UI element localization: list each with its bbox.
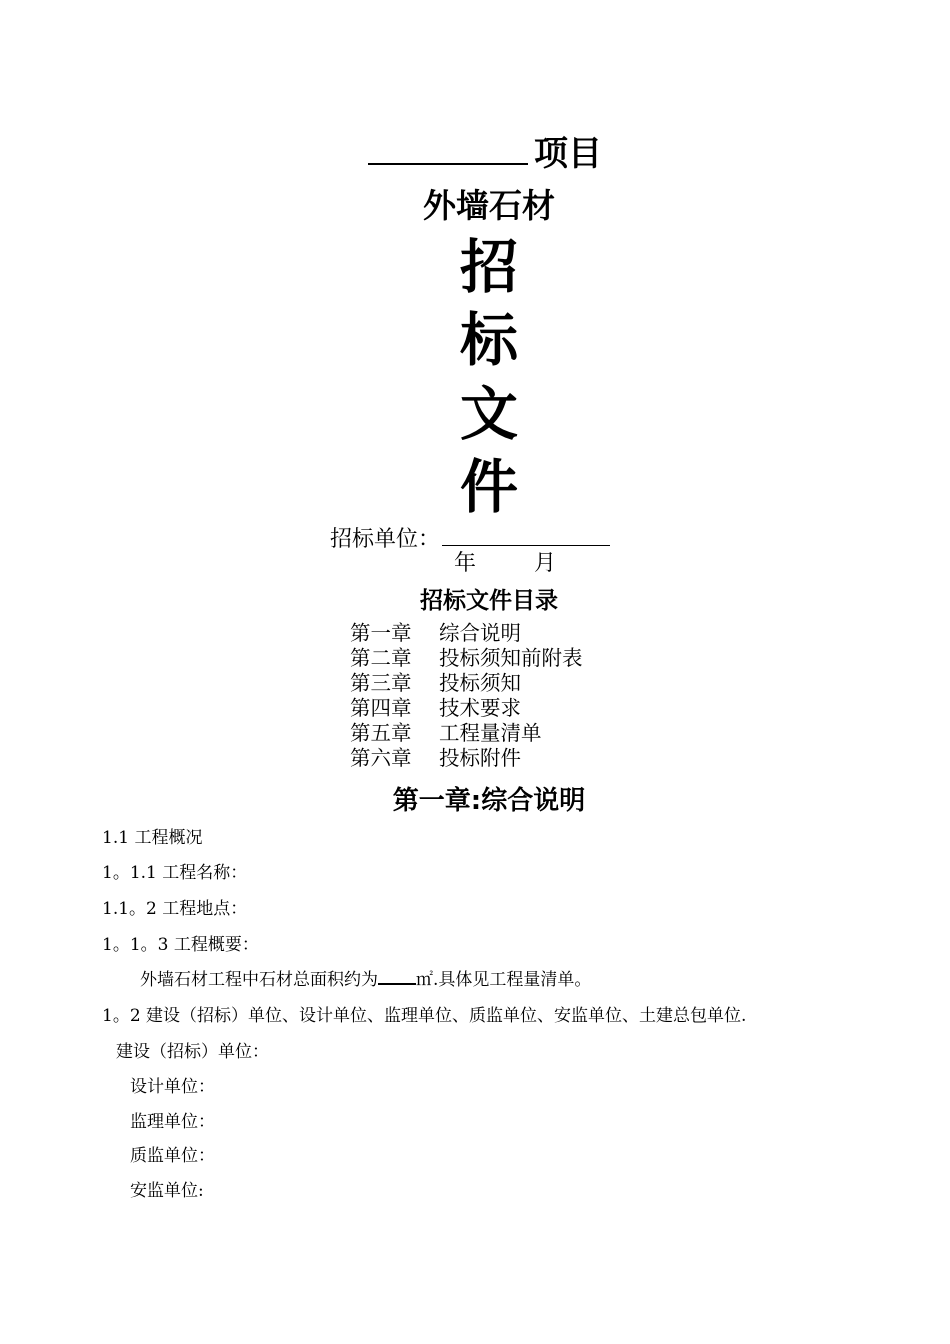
- toc-item: [350, 696, 583, 721]
- toc-chapter-title: 技术要求: [439, 696, 521, 720]
- toc-chapter-title: 投标须知: [439, 671, 521, 695]
- toc-chapter: 第六章: [350, 746, 412, 770]
- toc-chapter: 第四章: [350, 696, 412, 720]
- project-name-blank: [368, 133, 528, 165]
- toc-item: [350, 621, 583, 646]
- toc-item: [350, 646, 583, 671]
- toc-chapter: 第三章: [350, 671, 412, 695]
- month-label: 月: [534, 551, 557, 576]
- design-unit-field: 设计单位：: [130, 1077, 215, 1097]
- toc-chapter-title: 投标须知前附表: [439, 646, 583, 670]
- project-suffix: 项目: [534, 134, 602, 174]
- toc-title: 招标文件目录: [420, 588, 558, 614]
- toc-chapter-title: 工程量清单: [439, 721, 542, 745]
- tender-unit-blank: [442, 523, 610, 546]
- quality-unit-field: 质监单位：: [130, 1146, 215, 1166]
- area-sentence: [140, 965, 591, 990]
- project-summary-field: 1。1。3 工程概要：: [102, 935, 259, 955]
- toc-item: [350, 721, 583, 746]
- year-label: 年: [454, 551, 477, 576]
- area-blank: [378, 967, 416, 985]
- units-heading: 1。2 建设（招标）单位、设计单位、监理单位、质监单位、安监单位、土建总包单位.: [102, 1006, 747, 1026]
- project-title: [10, 126, 950, 175]
- toc-item: [350, 671, 583, 696]
- section-overview: 1.1 工程概况: [102, 828, 203, 848]
- supervision-unit-field: 监理单位：: [130, 1112, 215, 1132]
- project-name-field: 1。1.1 工程名称：: [102, 863, 248, 883]
- chapter-heading: 第一章:综合说明: [392, 786, 586, 816]
- safety-unit-field: 安监单位:: [130, 1181, 204, 1201]
- toc-item: [350, 746, 583, 771]
- toc-chapter: 第一章: [350, 621, 412, 645]
- big-title-char-1: 招: [459, 233, 518, 301]
- project-location-field: 1.1。2 工程地点：: [102, 899, 248, 919]
- toc-chapter: 第二章: [350, 646, 412, 670]
- toc-chapter: 第五章: [350, 721, 412, 745]
- toc-list: [350, 621, 583, 771]
- area-text-after: ㎡.具体见工程量清单。: [416, 970, 592, 990]
- big-title-char-2: 标: [459, 306, 518, 374]
- toc-chapter-title: 综合说明: [439, 621, 521, 645]
- date-line: [454, 546, 556, 577]
- subject-title: 外墙石材: [423, 186, 555, 225]
- big-title-char-4: 件: [459, 453, 518, 521]
- owner-unit-field: 建设（招标）单位：: [116, 1042, 269, 1062]
- tender-unit-label: 招标单位：: [330, 527, 441, 552]
- big-title-char-3: 文: [459, 380, 518, 448]
- toc-chapter-title: 投标附件: [439, 746, 521, 770]
- area-text-before: 外墙石材工程中石材总面积约为: [140, 970, 378, 990]
